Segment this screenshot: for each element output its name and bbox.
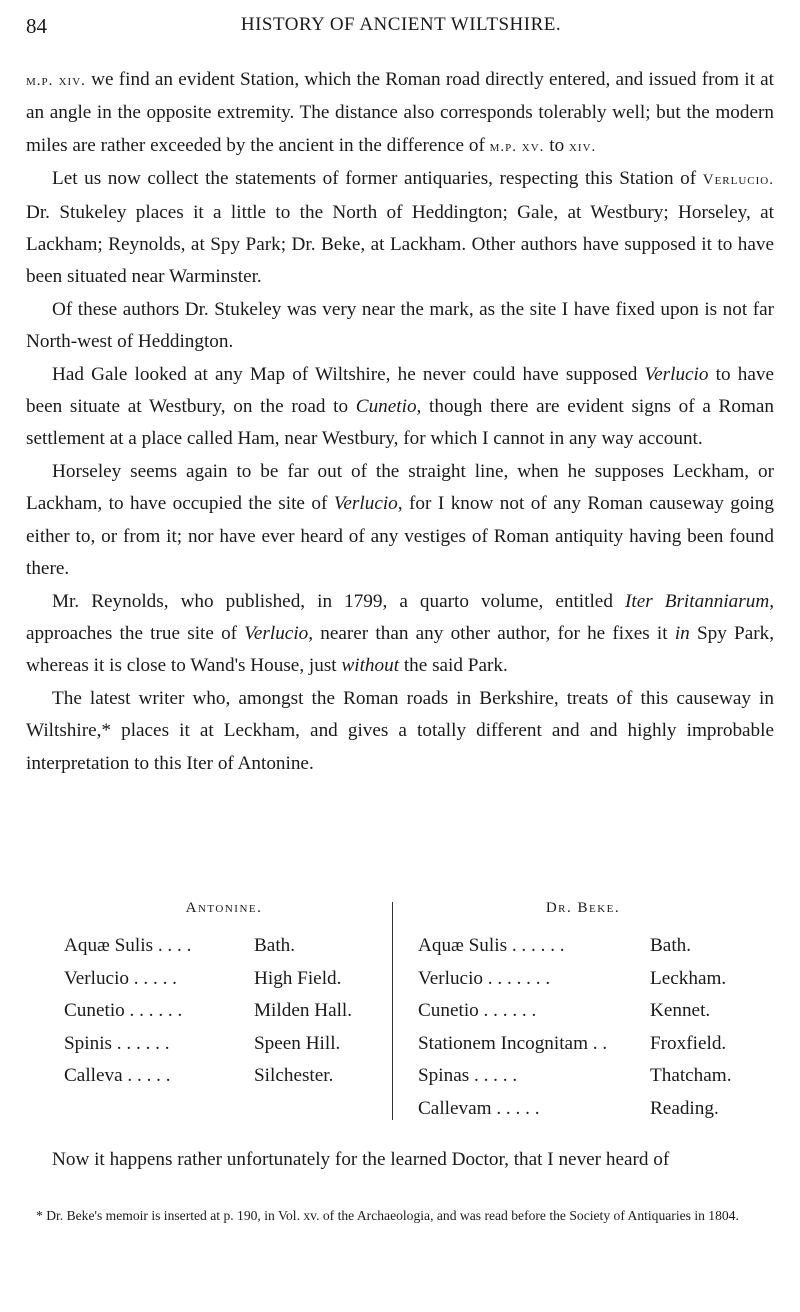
table-row: Verlucio . . . . . . . Leckham. (418, 967, 727, 989)
table-row: Aquæ Sulis . . . . . . Bath. (418, 935, 692, 956)
paragraph-1: m.p. xiv. we find an evident Station, which the Roman road directly entered, and issued from it at an angle in the opposite extremity. The distance also corresponds tolerably well; but the modern miles are rather exceeded by the ancient in the difference of m.p. xv. to xiv. (26, 69, 774, 156)
paragraph-2: Let us now collect the statements of former antiquaries, respecting this Station of Verlucio. Dr. Stukeley places it a little to the North of Heddington; Gale, at Westbury; Horseley, at Lackham; Reynolds, at Spy Park; Dr. Beke, at Lackham. Other authors have supposed it to have been situated near Warminster. (26, 168, 774, 288)
page-header (26, 14, 776, 44)
closing-line: Now it happens rather unfortunately for the learned Doctor, that I never heard of (52, 1149, 670, 1170)
table-row: Spinis . . . . . . Speen Hill. (64, 1032, 341, 1054)
paragraph-5: Horseley seems again to be far out of the straight line, when he supposes Leckham, or Lackham, to have occupied the site of Verlucio, for I know not of any Roman causeway going either to, or from it; nor have ever heard of any vestiges of Roman antiquity having been found there. (26, 460, 774, 580)
paragraph-4: Had Gale looked at any Map of Wiltshire, he never could have supposed Verlucio to have been situate at Westbury, on the road to Cunetio, though there are evident signs of a Roman settlement at a place called Ham, near Westbury, for which I cannot in any way account. (26, 363, 774, 450)
table-row: Verlucio . . . . . High Field. (64, 967, 342, 989)
table-row: Calleva . . . . . Silchester. (64, 1065, 334, 1086)
antonine-heading: Antonine. (185, 900, 263, 916)
paragraph-7: The latest writer who, amongst the Roman roads in Berkshire, treats of this causeway in Wiltshire,* places it at Leckham, and gives a totally different and and highly improbable interpretation to this Iter of Antonine. (26, 687, 774, 774)
page-number: 84 (26, 14, 47, 38)
beke-column (418, 900, 748, 1125)
table-row: Cunetio . . . . . . Kennet. (418, 1000, 711, 1021)
column-divider (392, 902, 393, 1120)
beke-heading: Dr. Beke. (545, 900, 621, 916)
footnote: * Dr. Beke's memoir is inserted at p. 190, in Vol. xv. of the Archaeologia, and was read before the Society of Antiquaries in 1804. (36, 1208, 739, 1223)
running-title: HISTORY OF ANCIENT WILTSHIRE. (240, 14, 562, 35)
comparison-table (26, 900, 776, 1125)
table-row: Callevam . . . . . Reading. (418, 1097, 719, 1119)
paragraph-3: Of these authors Dr. Stukeley was very near the mark, as the site I have fixed upon is not far North-west of Heddington. (26, 298, 774, 353)
table-row: Cunetio . . . . . . Milden Hall. (64, 1000, 353, 1021)
paragraph-6: Mr. Reynolds, who published, in 1799, a quarto volume, entitled Iter Britanniarum, approaches the true site of Verlucio, nearer than any other author, for he fixes it in Spy Park, whereas it is close to Wand's House, just without the said Park. (26, 590, 775, 677)
table-row: Aquæ Sulis . . . . Bath. (64, 935, 296, 956)
antonine-column (64, 900, 384, 1093)
table-row: Spinas . . . . . Thatcham. (418, 1065, 732, 1086)
body-text (26, 64, 774, 780)
table-row: Stationem Incognitam . . Froxfield. (418, 1032, 727, 1054)
